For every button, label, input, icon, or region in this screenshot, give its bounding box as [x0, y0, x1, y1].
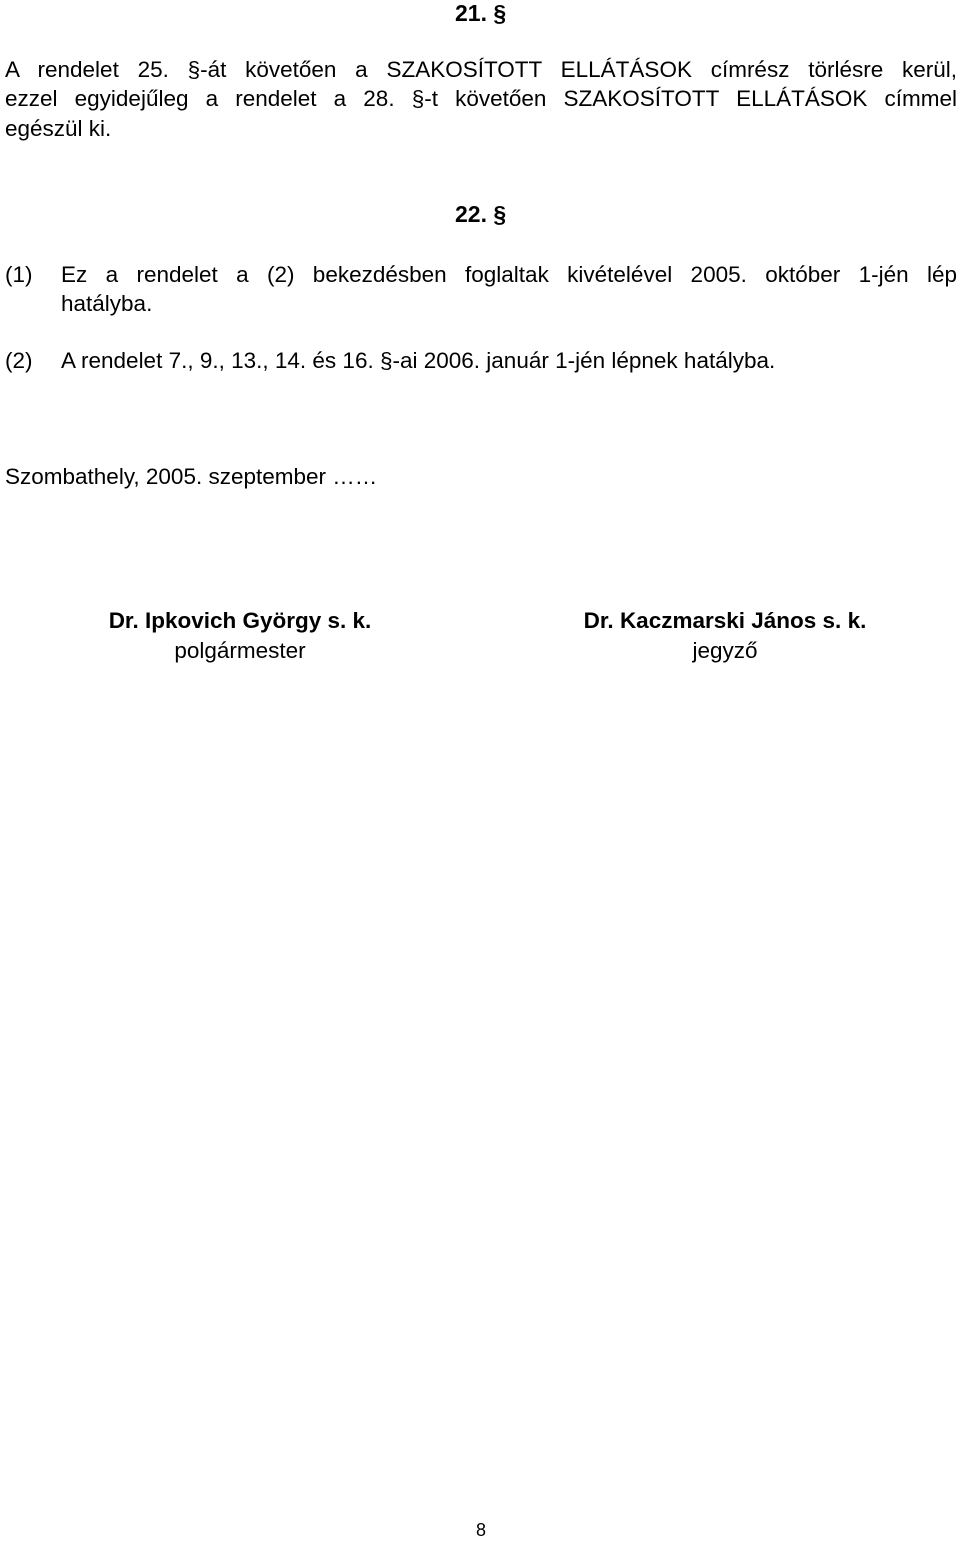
paragraph-1-line-1: Ez a rendelet a (2) bekezdésben foglaltak kivételével 2005. október 1-jén lép: [61, 262, 957, 287]
section-22-heading: 22. §: [455, 201, 507, 227]
signature-notary-name: Dr. Kaczmarski János s. k.: [583, 608, 867, 633]
paragraph-2-number: (2): [5, 348, 33, 373]
paragraph-2-line-1: A rendelet 7., 9., 13., 14. és 16. §-ai 2006. január 1-jén lépnek hatályba.: [61, 348, 776, 373]
paragraph-1-number: (1): [5, 262, 33, 287]
section-21-line-2: ezzel egyidejűleg a rendelet a 28. §-t követően SZAKOSÍTOTT ELLÁTÁSOK címmel: [5, 86, 957, 111]
section-21-line-1: A rendelet 25. §-át követően a SZAKOSÍTOTT ELLÁTÁSOK címrész törlésre kerül,: [5, 57, 957, 82]
signature-mayor-name: Dr. Ipkovich György s. k.: [108, 608, 372, 633]
section-21-line-3: egészül ki.: [5, 116, 112, 141]
place-date: Szombathely, 2005. szeptember ……: [5, 464, 378, 489]
signature-mayor-title: polgármester: [174, 638, 306, 663]
page-number: 8: [476, 1520, 487, 1540]
section-21-heading: 21. §: [455, 0, 507, 26]
paragraph-1-line-2: hatályba.: [61, 291, 153, 316]
signature-notary-title: jegyző: [692, 638, 758, 663]
